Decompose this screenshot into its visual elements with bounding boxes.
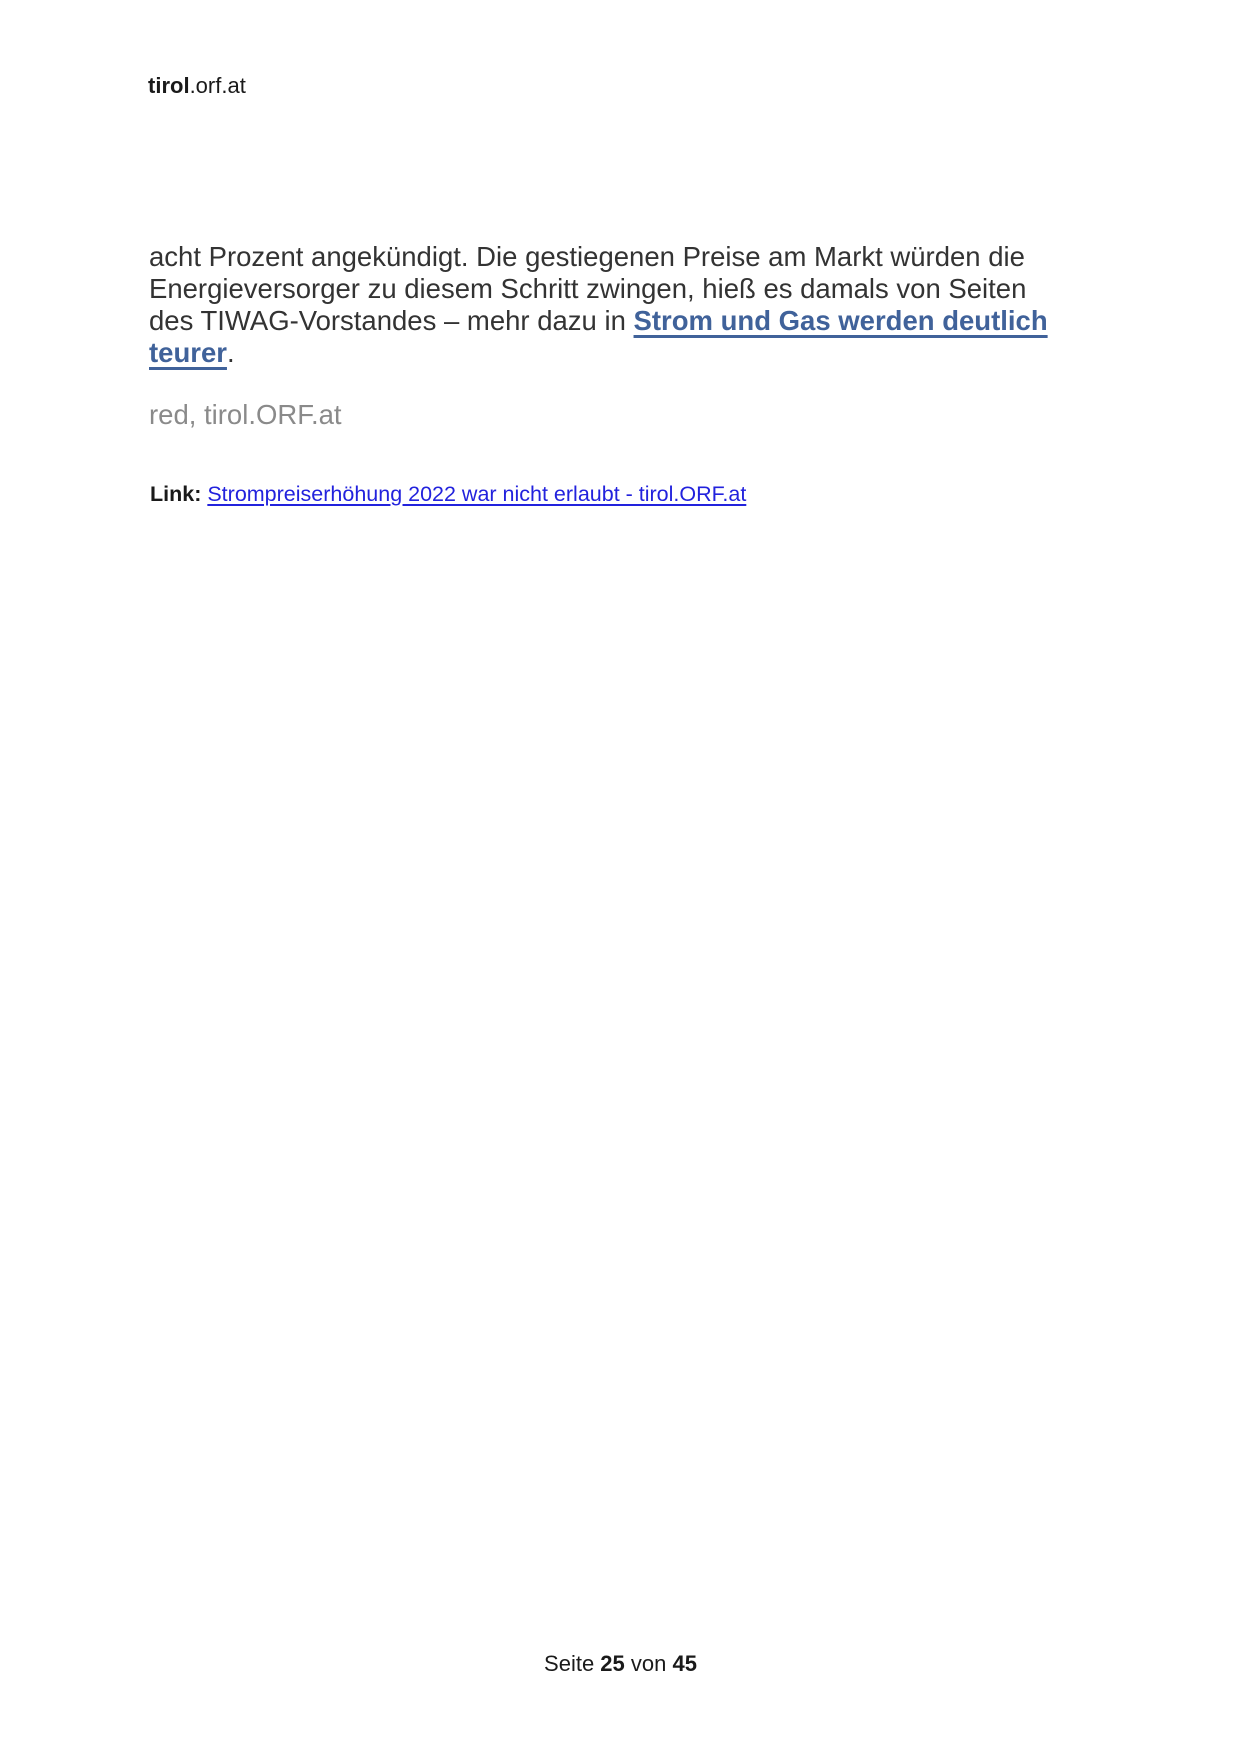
article-line xyxy=(149,241,1048,273)
article-line xyxy=(149,273,1048,305)
article-text: des TIWAG-Vorstandes – mehr dazu in xyxy=(149,305,634,336)
masthead-site-name-bold: tirol xyxy=(148,73,190,98)
footer-page-number: 25 xyxy=(600,1651,625,1676)
footer-infix: von xyxy=(624,1651,673,1676)
masthead xyxy=(148,72,246,100)
article-text: acht Prozent angekündigt. Die gestiegenen Preise am Markt würden die xyxy=(149,241,1025,272)
article-line xyxy=(149,305,1048,337)
article-text: Energieversorger zu diesem Schritt zwingen, hieß es damals von Seiten xyxy=(149,273,1027,304)
footer-prefix: Seite xyxy=(544,1651,601,1676)
internal-article-link[interactable]: teurer xyxy=(149,337,227,368)
masthead-site-name-rest: .orf.at xyxy=(189,73,246,98)
article-text: . xyxy=(226,337,235,368)
link-row xyxy=(150,481,746,507)
internal-article-link[interactable]: Strom und Gas werden deutlich xyxy=(633,305,1048,336)
article-byline: red, tirol.ORF.at xyxy=(149,399,342,430)
article-line xyxy=(149,337,1048,369)
footer-total-pages: 45 xyxy=(672,1651,697,1676)
page-footer xyxy=(0,1650,1241,1677)
link-label: Link: xyxy=(150,482,208,506)
article-paragraph xyxy=(149,241,1048,369)
external-article-link[interactable]: Strompreiserhöhung 2022 war nicht erlaubt - tirol.ORF.at xyxy=(207,482,747,506)
